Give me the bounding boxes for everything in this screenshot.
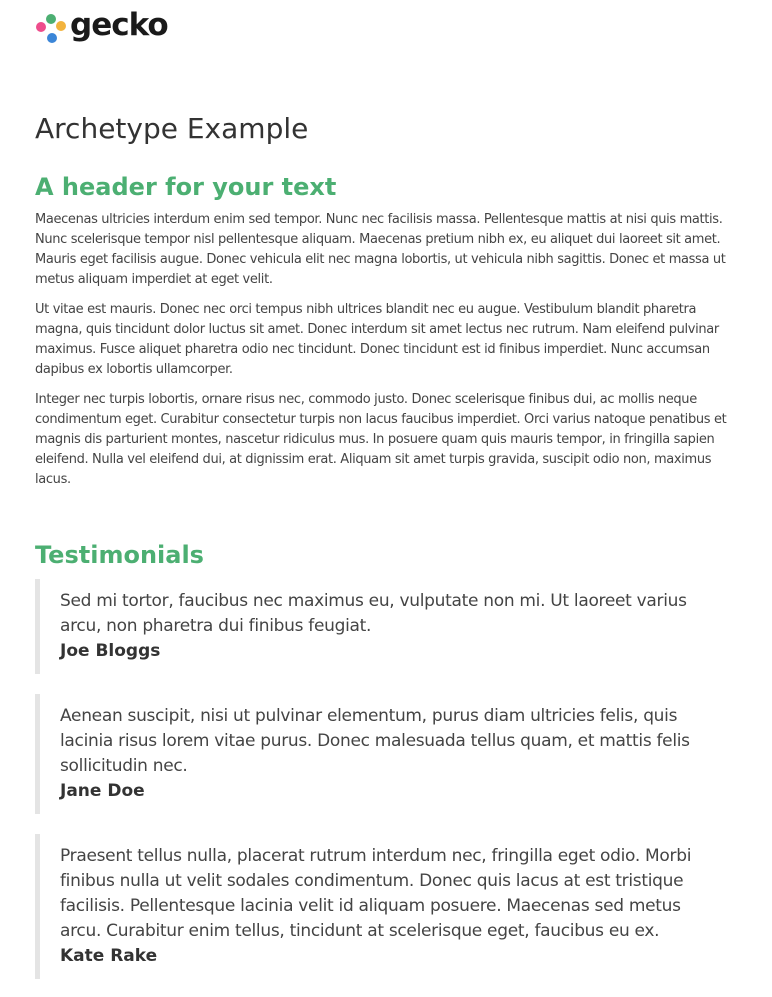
testimonial-item (35, 579, 735, 674)
logo-dot-blue (47, 33, 57, 43)
gecko-logo[interactable] (35, 8, 168, 48)
logo-dot-yellow (56, 21, 66, 31)
testimonial-quote: Aenean suscipit, nisi ut pulvinar elementum, purus diam ultricies felis, quis lacinia risus lorem vitae purus. Donec malesuada tellus quam, et mattis felis sollicitudin nec. (60, 706, 690, 776)
testimonials-heading: Testimonials (35, 541, 204, 569)
testimonial-item (35, 834, 735, 979)
testimonial-author: Joe Bloggs (60, 641, 161, 661)
paragraph: Ut vitae est mauris. Donec nec orci tempus nibh ultrices blandit nec eu augue. Vestibulum blandit pharetra magna, quis tincidunt dolor luctus sit amet. Donec interdum sit amet lectus nec rutrum. Nam eleifend pulvinar maximus. Fusce aliquet pharetra odio nec tincidunt. Donec tincidunt est id finibus imperdiet. Nunc accumsan dapibus ex lobortis ullamcorper. (35, 302, 719, 377)
text-section-body (35, 210, 735, 500)
paragraph: Integer nec turpis lobortis, ornare risus nec, commodo justo. Donec scelerisque finibus dui, ac mollis neque condimentum eget. Curabitur consectetur turpis non lacus faucibus imperdiet. Orci varius natoque penatibus et magnis dis parturient montes, nascetur ridiculus mus. In posuere quam quis mauris tempor, in fringilla sapien eleifend. Nulla vel eleifend dui, at dignissim erat. Aliquam sit amet turpis gravida, suscipit odio non, maximus lacus. (35, 392, 727, 487)
text-section-heading: A header for your text (35, 173, 337, 201)
testimonial-quote: Praesent tellus nulla, placerat rutrum interdum nec, fringilla eget odio. Morbi finibus nulla ut velit sodales condimentum. Donec quis lacus at est tristique facilisis. Pellentesque lacinia velit id aliquam posuere. Maecenas sed metus arcu. Curabitur enim tellus, tincidunt at scelerisque eget, faucibus eu ex. (60, 846, 692, 941)
logo-wordmark: gecko (70, 7, 168, 43)
testimonial-author: Kate Rake (60, 946, 158, 966)
page-title: Archetype Example (35, 112, 309, 145)
testimonial-author: Jane Doe (60, 781, 145, 801)
logo-dot-pink (36, 22, 46, 32)
gecko-logo-icon (35, 11, 67, 45)
testimonial-item (35, 694, 735, 814)
paragraph: Maecenas ultricies interdum enim sed tempor. Nunc nec facilisis massa. Pellentesque mattis at nisi quis mattis. Nunc scelerisque tempor nisl pellentesque aliquam. Maecenas pretium nibh ex, eu aliquet dui laoreet sit amet. Mauris eget facilisis augue. Donec vehicula elit nec magna lobortis, ut vehicula nibh sagittis. Donec et massa ut metus aliquam imperdiet at eget velit. (35, 212, 726, 287)
testimonial-quote: Sed mi tortor, faucibus nec maximus eu, vulputate non mi. Ut laoreet varius arcu, non pharetra dui finibus feugiat. (60, 591, 687, 636)
logo-dot-green (46, 14, 56, 24)
